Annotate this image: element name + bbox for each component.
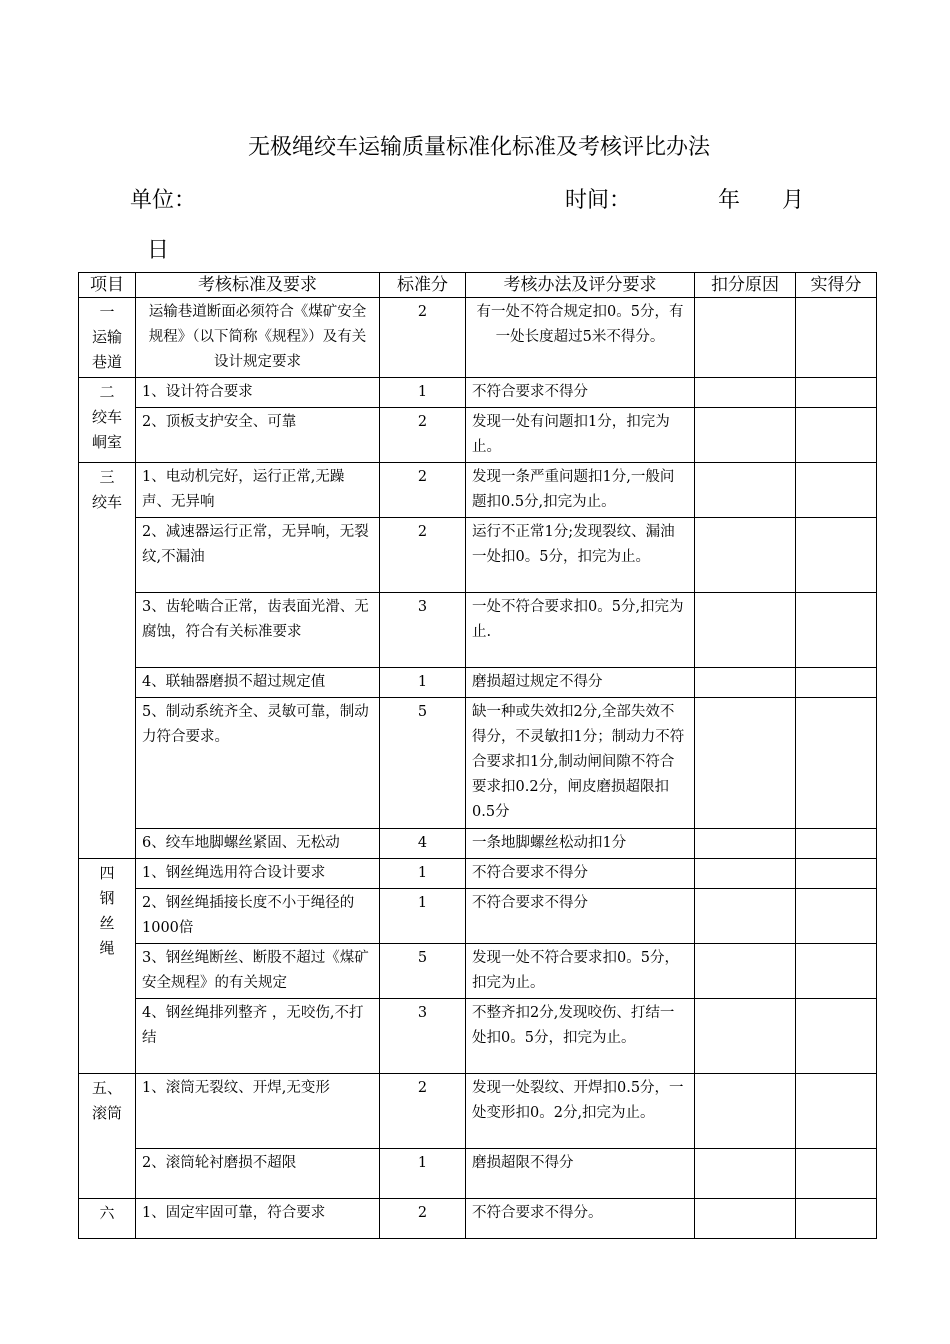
section-name-drum: 五、 滚筒	[79, 1074, 136, 1199]
method-cell: 不整齐扣2分,发现咬伤、打结一处扣0。5分，扣完为止。	[466, 999, 695, 1074]
method-cell: 磨损超限不得分	[466, 1149, 695, 1199]
standard-cell: 3、钢丝绳断丝、断股不超过《煤矿安全规程》的有关规定	[136, 944, 380, 999]
standard-cell: 1、设计符合要求	[136, 378, 380, 408]
deduction-reason-cell[interactable]	[695, 298, 796, 378]
table-row	[79, 298, 877, 378]
standard-cell: 2、减速器运行正常，无异响，无裂纹,不漏油	[136, 518, 380, 593]
deduction-reason-cell[interactable]	[695, 463, 796, 518]
col-header-standard: 考核标准及要求	[136, 273, 380, 298]
deduction-reason-cell[interactable]	[695, 518, 796, 593]
col-header-deduction-reason: 扣分原因	[695, 273, 796, 298]
actual-score-cell[interactable]	[796, 378, 877, 408]
actual-score-cell[interactable]	[796, 1199, 877, 1239]
deduction-reason-cell[interactable]	[695, 668, 796, 698]
actual-score-cell[interactable]	[796, 463, 877, 518]
table-header-row	[79, 273, 877, 298]
score-cell: 2	[380, 408, 466, 463]
deduction-reason-cell[interactable]	[695, 408, 796, 463]
table-row	[79, 944, 877, 999]
method-cell: 磨损超过规定不得分	[466, 668, 695, 698]
method-cell: 运行不正常1分;发现裂纹、漏油一处扣0。5分，扣完为止。	[466, 518, 695, 593]
actual-score-cell[interactable]	[796, 889, 877, 944]
score-cell: 2	[380, 463, 466, 518]
section-name-winch-chamber: 二 绞车 峒室	[79, 378, 136, 463]
document-title: 无极绳绞车运输质量标准化标准及考核评比办法	[247, 135, 710, 160]
day-label: 日	[147, 238, 170, 263]
table-row	[79, 378, 877, 408]
score-cell: 5	[380, 698, 466, 829]
standard-cell: 2、顶板支护安全、可靠	[136, 408, 380, 463]
table-row	[79, 1149, 877, 1199]
col-header-method: 考核办法及评分要求	[466, 273, 695, 298]
score-cell: 3	[380, 593, 466, 668]
deduction-reason-cell[interactable]	[695, 698, 796, 829]
score-cell: 2	[380, 1199, 466, 1239]
col-header-project: 项目	[79, 273, 136, 298]
standard-cell: 1、固定牢固可靠，符合要求	[136, 1199, 380, 1239]
standard-cell: 运输巷道断面必须符合《煤矿安全规程》（以下简称《规程》）及有关设计规定要求	[136, 298, 380, 378]
deduction-reason-cell[interactable]	[695, 859, 796, 889]
table-row	[79, 1074, 877, 1149]
score-cell: 1	[380, 889, 466, 944]
method-cell: 不符合要求不得分	[466, 859, 695, 889]
standard-cell: 1、滚筒无裂纹、开焊,无变形	[136, 1074, 380, 1149]
standard-cell: 6、绞车地脚螺丝紧固、无松动	[136, 829, 380, 859]
actual-score-cell[interactable]	[796, 668, 877, 698]
standard-cell: 2、钢丝绳插接长度不小于绳径的1000倍	[136, 889, 380, 944]
deduction-reason-cell[interactable]	[695, 889, 796, 944]
standard-cell: 4、钢丝绳排列整齐 ，无咬伤,不打结	[136, 999, 380, 1074]
score-cell: 2	[380, 298, 466, 378]
table-row	[79, 889, 877, 944]
method-cell: 一条地脚螺丝松动扣1分	[466, 829, 695, 859]
method-cell: 发现一处不符合要求扣0。5分，扣完为止。	[466, 944, 695, 999]
assessment-table	[78, 272, 877, 1239]
method-cell: 发现一处裂纹、开焊扣0.5分，一处变形扣0。2分,扣完为止。	[466, 1074, 695, 1149]
actual-score-cell[interactable]	[796, 944, 877, 999]
standard-cell: 1、钢丝绳选用符合设计要求	[136, 859, 380, 889]
deduction-reason-cell[interactable]	[695, 1149, 796, 1199]
method-cell: 不符合要求不得分	[466, 889, 695, 944]
score-cell: 1	[380, 668, 466, 698]
table-row	[79, 668, 877, 698]
section-name-winch: 三 绞车	[79, 463, 136, 859]
actual-score-cell[interactable]	[796, 829, 877, 859]
col-header-actual-score: 实得分	[796, 273, 877, 298]
score-cell: 1	[380, 378, 466, 408]
method-cell: 发现一处有问题扣1分，扣完为止。	[466, 408, 695, 463]
actual-score-cell[interactable]	[796, 999, 877, 1074]
method-cell: 不符合要求不得分	[466, 378, 695, 408]
table-row	[79, 518, 877, 593]
table-row	[79, 408, 877, 463]
table-row	[79, 593, 877, 668]
deduction-reason-cell[interactable]	[695, 1074, 796, 1149]
deduction-reason-cell[interactable]	[695, 944, 796, 999]
section-name-wire-rope: 四 钢 丝 绳	[79, 859, 136, 1074]
actual-score-cell[interactable]	[796, 698, 877, 829]
score-cell: 5	[380, 944, 466, 999]
unit-label: 单位：	[130, 188, 197, 213]
score-cell: 1	[380, 1149, 466, 1199]
score-cell: 2	[380, 518, 466, 593]
standard-cell: 5、制动系统齐全、灵敏可靠，制动力符合要求。	[136, 698, 380, 829]
actual-score-cell[interactable]	[796, 1074, 877, 1149]
standard-cell: 2、滚筒轮衬磨损不超限	[136, 1149, 380, 1199]
month-label: 月	[782, 188, 805, 213]
table-row	[79, 999, 877, 1074]
standard-cell: 1、电动机完好，运行正常,无躁声、无异响	[136, 463, 380, 518]
method-cell: 发现一条严重问题扣1分,一般问题扣0.5分,扣完为止。	[466, 463, 695, 518]
year-label: 年	[718, 188, 741, 213]
deduction-reason-cell[interactable]	[695, 999, 796, 1074]
actual-score-cell[interactable]	[796, 1149, 877, 1199]
method-cell: 缺一种或失效扣2分,全部失效不得分，不灵敏扣1分；制动力不符合要求扣1分,制动闸间隙不符合要求扣0.2分，闸皮磨损超限扣0.5分	[466, 698, 695, 829]
table-row	[79, 1199, 877, 1239]
actual-score-cell[interactable]	[796, 593, 877, 668]
actual-score-cell[interactable]	[796, 408, 877, 463]
deduction-reason-cell[interactable]	[695, 829, 796, 859]
deduction-reason-cell[interactable]	[695, 1199, 796, 1239]
actual-score-cell[interactable]	[796, 518, 877, 593]
actual-score-cell[interactable]	[796, 859, 877, 889]
standard-cell: 4、联轴器磨损不超过规定值	[136, 668, 380, 698]
standard-cell: 3、齿轮啮合正常，齿表面光滑、无腐蚀，符合有关标准要求	[136, 593, 380, 668]
score-cell: 2	[380, 1074, 466, 1149]
deduction-reason-cell[interactable]	[695, 593, 796, 668]
method-cell: 一处不符合要求扣0。5分,扣完为止.	[466, 593, 695, 668]
col-header-standard-score: 标准分	[380, 273, 466, 298]
score-cell: 3	[380, 999, 466, 1074]
time-label: 时间：	[565, 188, 632, 213]
table-row	[79, 829, 877, 859]
deduction-reason-cell[interactable]	[695, 378, 796, 408]
table-row	[79, 463, 877, 518]
section-name-transport-roadway: 一 运输 巷道	[79, 298, 136, 378]
table-row	[79, 859, 877, 889]
score-cell: 4	[380, 829, 466, 859]
method-cell: 有一处不符合规定扣0。5分，有一处长度超过5米不得分。	[466, 298, 695, 378]
section-name-six: 六	[79, 1199, 136, 1239]
method-cell: 不符合要求不得分。	[466, 1199, 695, 1239]
score-cell: 1	[380, 859, 466, 889]
table-row	[79, 698, 877, 829]
actual-score-cell[interactable]	[796, 298, 877, 378]
